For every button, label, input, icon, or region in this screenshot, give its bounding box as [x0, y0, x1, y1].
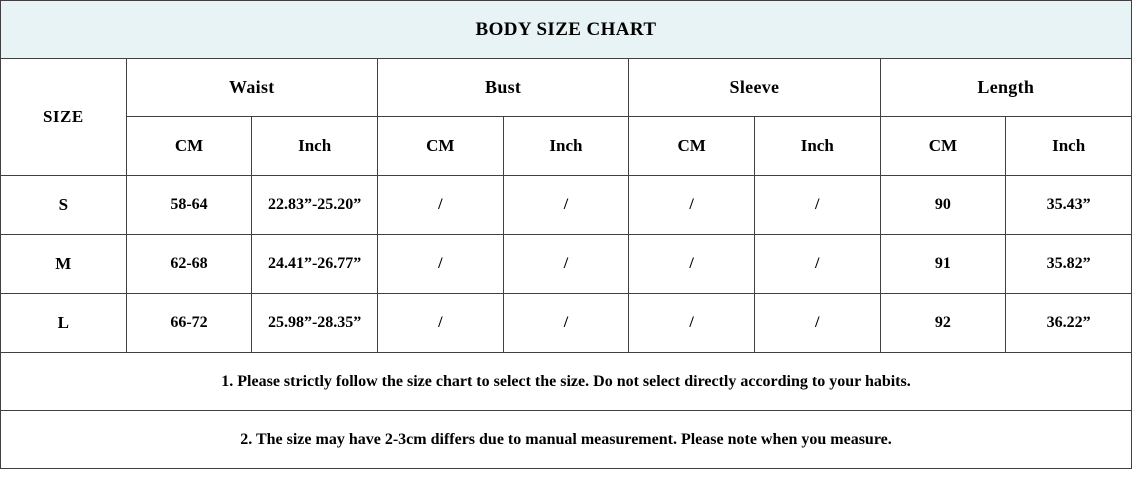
cell-sleeve-inch: / — [754, 294, 880, 353]
cell-sleeve-cm: / — [629, 294, 755, 353]
header-unit-bust-cm: CM — [377, 117, 503, 176]
cell-sleeve-inch: / — [754, 235, 880, 294]
table-row — [1, 176, 1132, 235]
row-size-label: L — [1, 294, 127, 353]
group-header-row — [1, 59, 1132, 117]
cell-length-cm: 92 — [880, 294, 1006, 353]
header-unit-waist-inch: Inch — [252, 117, 378, 176]
table-row — [1, 294, 1132, 353]
cell-waist-inch: 25.98”-28.35” — [252, 294, 378, 353]
header-group-sleeve: Sleeve — [629, 59, 880, 117]
cell-length-inch: 35.43” — [1006, 176, 1132, 235]
cell-bust-cm: / — [377, 294, 503, 353]
header-unit-sleeve-inch: Inch — [754, 117, 880, 176]
header-unit-length-inch: Inch — [1006, 117, 1132, 176]
header-group-bust: Bust — [377, 59, 628, 117]
header-group-length: Length — [880, 59, 1131, 117]
cell-bust-cm: / — [377, 176, 503, 235]
note-row-1 — [1, 353, 1132, 411]
cell-sleeve-cm: / — [629, 235, 755, 294]
cell-bust-cm: / — [377, 235, 503, 294]
cell-bust-inch: / — [503, 235, 629, 294]
header-unit-bust-inch: Inch — [503, 117, 629, 176]
row-size-label: S — [1, 176, 127, 235]
cell-length-inch: 36.22” — [1006, 294, 1132, 353]
unit-header-row — [1, 117, 1132, 176]
note-text-1: 1. Please strictly follow the size chart to select the size. Do not select directly according to your habits. — [1, 353, 1132, 411]
cell-length-cm: 91 — [880, 235, 1006, 294]
title-row — [1, 1, 1132, 59]
note-row-2 — [1, 411, 1132, 469]
header-group-waist: Waist — [126, 59, 377, 117]
cell-bust-inch: / — [503, 294, 629, 353]
cell-sleeve-inch: / — [754, 176, 880, 235]
cell-waist-inch: 22.83”-25.20” — [252, 176, 378, 235]
cell-length-cm: 90 — [880, 176, 1006, 235]
cell-waist-cm: 62-68 — [126, 235, 252, 294]
header-size: SIZE — [1, 59, 127, 176]
chart-title: BODY SIZE CHART — [1, 1, 1132, 59]
cell-waist-cm: 66-72 — [126, 294, 252, 353]
cell-waist-cm: 58-64 — [126, 176, 252, 235]
table-row — [1, 235, 1132, 294]
header-unit-waist-cm: CM — [126, 117, 252, 176]
row-size-label: M — [1, 235, 127, 294]
cell-bust-inch: / — [503, 176, 629, 235]
cell-waist-inch: 24.41”-26.77” — [252, 235, 378, 294]
cell-length-inch: 35.82” — [1006, 235, 1132, 294]
header-unit-sleeve-cm: CM — [629, 117, 755, 176]
cell-sleeve-cm: / — [629, 176, 755, 235]
header-unit-length-cm: CM — [880, 117, 1006, 176]
note-text-2: 2. The size may have 2-3cm differs due to manual measurement. Please note when you measure. — [1, 411, 1132, 469]
